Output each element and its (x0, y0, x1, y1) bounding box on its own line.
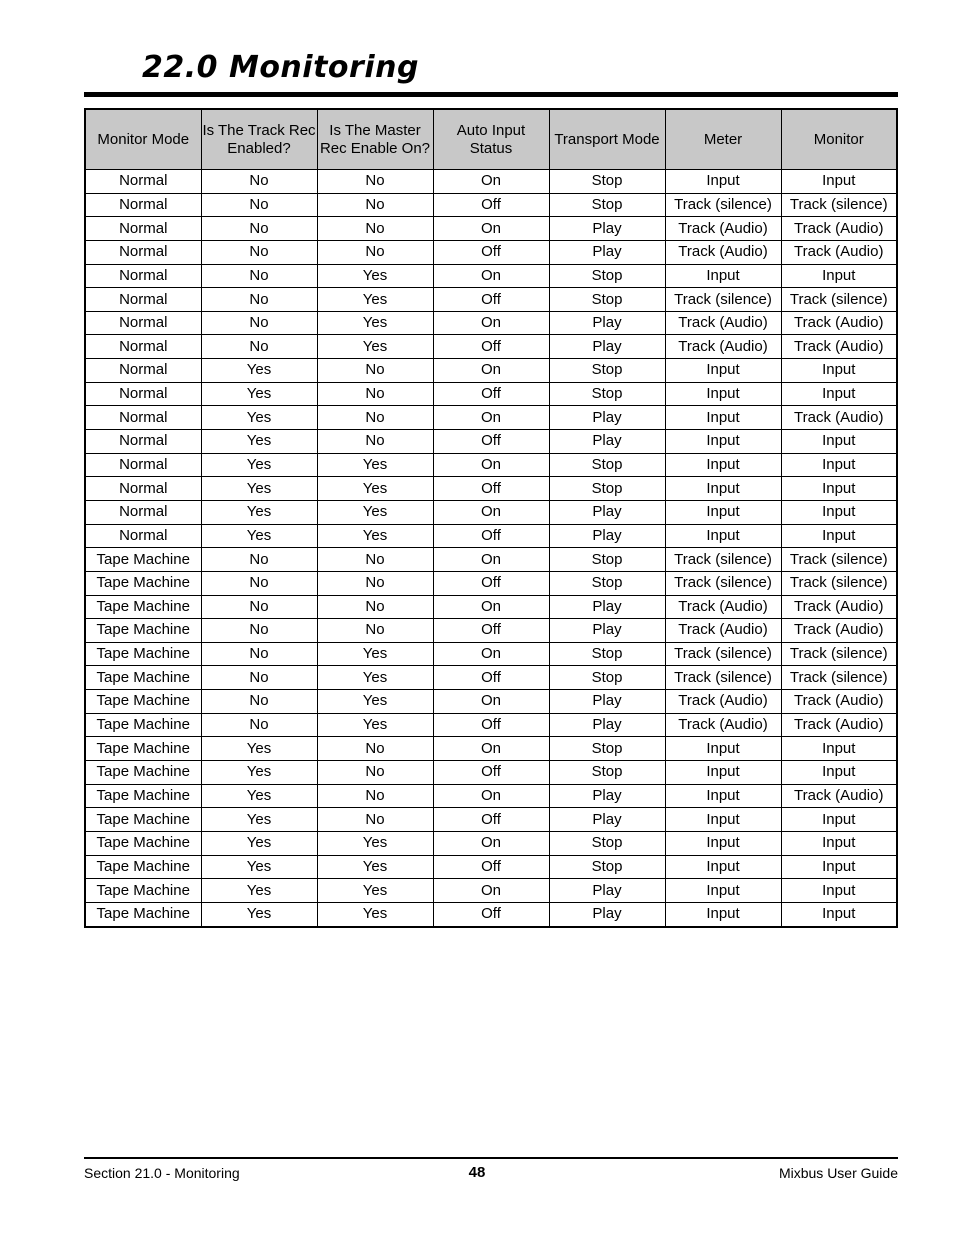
table-cell: Track (Audio) (665, 335, 781, 359)
table-cell: Normal (85, 382, 201, 406)
table-cell: Yes (201, 784, 317, 808)
table-cell: Input (781, 477, 897, 501)
table-cell: Tape Machine (85, 571, 201, 595)
table-cell: Normal (85, 406, 201, 430)
table-row (85, 359, 897, 383)
table-cell: Stop (549, 737, 665, 761)
table-cell: Off (433, 902, 549, 926)
table-cell: Off (433, 240, 549, 264)
table-cell: Yes (317, 453, 433, 477)
table-row (85, 666, 897, 690)
table-cell: No (317, 170, 433, 194)
header-auto-input-status: Auto Input Status (433, 109, 549, 170)
table-cell: Track (Audio) (781, 595, 897, 619)
table-cell: Off (433, 571, 549, 595)
table-cell: Stop (549, 761, 665, 785)
table-cell: No (201, 335, 317, 359)
table-cell: Input (781, 453, 897, 477)
table-cell: No (317, 808, 433, 832)
header-track-rec-enabled: Is The Track Rec Enabled? (201, 109, 317, 170)
table-cell: Yes (317, 690, 433, 714)
table-row (85, 855, 897, 879)
table-cell: Input (665, 737, 781, 761)
table-cell: Input (665, 879, 781, 903)
table-cell: Tape Machine (85, 855, 201, 879)
table-cell: No (317, 619, 433, 643)
table-cell: Stop (549, 382, 665, 406)
table-cell: Yes (201, 406, 317, 430)
table-cell: Yes (201, 453, 317, 477)
table-row (85, 453, 897, 477)
table-row (85, 335, 897, 359)
table-cell: Stop (549, 288, 665, 312)
table-cell: Yes (201, 737, 317, 761)
table-cell: Yes (317, 500, 433, 524)
table-cell: Tape Machine (85, 879, 201, 903)
table-cell: Yes (317, 524, 433, 548)
table-cell: Input (781, 382, 897, 406)
table-cell: Input (781, 170, 897, 194)
table-cell: Track (Audio) (781, 619, 897, 643)
table-cell: No (201, 690, 317, 714)
table-row (85, 406, 897, 430)
table-cell: Input (665, 170, 781, 194)
table-cell: Track (silence) (665, 193, 781, 217)
table-row (85, 477, 897, 501)
table-cell: Yes (317, 855, 433, 879)
table-cell: On (433, 311, 549, 335)
table-row (85, 808, 897, 832)
table-cell: Yes (317, 902, 433, 926)
table-cell: Track (Audio) (665, 713, 781, 737)
table-cell: Input (781, 808, 897, 832)
table-cell: Tape Machine (85, 666, 201, 690)
table-cell: No (201, 571, 317, 595)
table-cell: Tape Machine (85, 737, 201, 761)
table-cell: No (201, 288, 317, 312)
table-cell: No (201, 264, 317, 288)
table-cell: No (201, 217, 317, 241)
table-cell: Input (665, 808, 781, 832)
table-cell: Yes (201, 500, 317, 524)
table-cell: No (201, 595, 317, 619)
table-cell: Tape Machine (85, 902, 201, 926)
table-cell: Play (549, 335, 665, 359)
table-cell: Yes (317, 879, 433, 903)
table-cell: Yes (201, 430, 317, 454)
table-cell: No (201, 170, 317, 194)
table-cell: Track (Audio) (665, 690, 781, 714)
table-cell: Input (781, 879, 897, 903)
table-cell: Yes (317, 477, 433, 501)
table-cell: Yes (317, 831, 433, 855)
table-cell: No (317, 595, 433, 619)
table-row (85, 571, 897, 595)
table-row (85, 217, 897, 241)
page-title: 22.0 Monitoring (142, 50, 419, 85)
table-cell: No (201, 240, 317, 264)
table-cell: Play (549, 595, 665, 619)
table-cell: Track (Audio) (781, 311, 897, 335)
table-cell: Yes (317, 311, 433, 335)
table-cell: Normal (85, 217, 201, 241)
table-cell: Play (549, 217, 665, 241)
table-cell: Track (silence) (781, 193, 897, 217)
table-row (85, 193, 897, 217)
table-cell: Off (433, 666, 549, 690)
table-row (85, 690, 897, 714)
table-cell: Yes (201, 761, 317, 785)
table-cell: On (433, 264, 549, 288)
table-cell: Track (silence) (781, 288, 897, 312)
table-cell: Yes (201, 524, 317, 548)
table-cell: Yes (201, 831, 317, 855)
table-cell: Stop (549, 666, 665, 690)
table-cell: Input (665, 453, 781, 477)
table-cell: Yes (201, 855, 317, 879)
table-cell: Off (433, 761, 549, 785)
table-cell: Tape Machine (85, 595, 201, 619)
table-cell: Play (549, 808, 665, 832)
table-cell: Input (665, 359, 781, 383)
table-cell: Off (433, 335, 549, 359)
table-cell: On (433, 737, 549, 761)
table-cell: Track (silence) (665, 571, 781, 595)
table-cell: No (201, 193, 317, 217)
table-cell: Off (433, 193, 549, 217)
table-cell: Yes (317, 288, 433, 312)
table-cell: Normal (85, 524, 201, 548)
table-cell: Play (549, 524, 665, 548)
table-cell: No (317, 193, 433, 217)
table-cell: Input (665, 524, 781, 548)
table-cell: No (201, 619, 317, 643)
table-cell: Input (781, 831, 897, 855)
table-cell: Normal (85, 288, 201, 312)
table-cell: Play (549, 690, 665, 714)
table-cell: Input (665, 406, 781, 430)
table-body (85, 170, 897, 927)
table-cell: Stop (549, 193, 665, 217)
table-cell: Input (665, 382, 781, 406)
table-row (85, 311, 897, 335)
table-cell: Stop (549, 642, 665, 666)
table-cell: Off (433, 524, 549, 548)
table-cell: Play (549, 713, 665, 737)
table-cell: Yes (201, 902, 317, 926)
table-cell: Off (433, 713, 549, 737)
table-cell: Play (549, 311, 665, 335)
table-cell: No (317, 548, 433, 572)
table-cell: Track (silence) (781, 642, 897, 666)
title-divider (84, 92, 898, 97)
table-cell: On (433, 595, 549, 619)
table-cell: No (317, 571, 433, 595)
table-cell: Track (silence) (781, 571, 897, 595)
table-cell: Tape Machine (85, 831, 201, 855)
table-row (85, 500, 897, 524)
table-cell: Input (665, 264, 781, 288)
header-transport-mode: Transport Mode (549, 109, 665, 170)
table-row (85, 170, 897, 194)
table-cell: Input (665, 855, 781, 879)
table-cell: Stop (549, 571, 665, 595)
table-cell: Track (Audio) (781, 713, 897, 737)
table-cell: Off (433, 288, 549, 312)
table-cell: Play (549, 406, 665, 430)
monitoring-table (84, 108, 898, 928)
table-row (85, 784, 897, 808)
table-cell: Track (silence) (781, 666, 897, 690)
table-cell: Normal (85, 359, 201, 383)
table-cell: Yes (201, 808, 317, 832)
table-row (85, 430, 897, 454)
table-cell: No (317, 737, 433, 761)
table-cell: Input (781, 524, 897, 548)
table-cell: No (201, 311, 317, 335)
table-row (85, 902, 897, 926)
table-cell: Stop (549, 170, 665, 194)
footer-guide-title: Mixbus User Guide (778, 1165, 898, 1181)
table-cell: Play (549, 784, 665, 808)
table-cell: Input (781, 264, 897, 288)
table-cell: On (433, 453, 549, 477)
table-cell: Play (549, 500, 665, 524)
table-cell: Stop (549, 548, 665, 572)
table-cell: Stop (549, 264, 665, 288)
table-cell: Yes (317, 642, 433, 666)
table-cell: Track (Audio) (665, 240, 781, 264)
table-cell: Input (665, 831, 781, 855)
table-row (85, 382, 897, 406)
table-cell: Track (Audio) (781, 784, 897, 808)
table-header-row (85, 109, 897, 170)
table-cell: Normal (85, 430, 201, 454)
table-cell: Track (Audio) (781, 217, 897, 241)
table-cell: Tape Machine (85, 761, 201, 785)
table-cell: Tape Machine (85, 713, 201, 737)
table-cell: Track (silence) (665, 548, 781, 572)
table-cell: No (317, 761, 433, 785)
table-cell: Tape Machine (85, 548, 201, 572)
table-row (85, 737, 897, 761)
table-cell: On (433, 548, 549, 572)
table-cell: Tape Machine (85, 619, 201, 643)
table-cell: Track (Audio) (781, 335, 897, 359)
table-row (85, 761, 897, 785)
table-row (85, 642, 897, 666)
table-cell: Input (665, 784, 781, 808)
table-cell: No (317, 406, 433, 430)
table-cell: No (201, 713, 317, 737)
table-cell: Yes (317, 713, 433, 737)
table-row (85, 548, 897, 572)
table-cell: On (433, 359, 549, 383)
table-cell: Tape Machine (85, 808, 201, 832)
table-cell: Normal (85, 193, 201, 217)
table-cell: Stop (549, 359, 665, 383)
table-row (85, 831, 897, 855)
table-cell: Off (433, 808, 549, 832)
table-cell: On (433, 831, 549, 855)
table-cell: Normal (85, 240, 201, 264)
table-cell: Stop (549, 855, 665, 879)
header-monitor-mode: Monitor Mode (85, 109, 201, 170)
table-cell: Off (433, 477, 549, 501)
table-row (85, 288, 897, 312)
table-cell: Track (Audio) (665, 217, 781, 241)
table-cell: Off (433, 382, 549, 406)
table-cell: No (317, 240, 433, 264)
table-cell: Input (781, 902, 897, 926)
table-cell: Input (781, 737, 897, 761)
table-cell: Normal (85, 500, 201, 524)
table-cell: On (433, 879, 549, 903)
table-row (85, 879, 897, 903)
table-cell: Track (Audio) (665, 311, 781, 335)
table-cell: Tape Machine (85, 690, 201, 714)
table-cell: Tape Machine (85, 784, 201, 808)
table-cell: Play (549, 879, 665, 903)
table-cell: No (317, 359, 433, 383)
table-cell: No (317, 217, 433, 241)
table-cell: On (433, 217, 549, 241)
table-cell: Stop (549, 453, 665, 477)
table-cell: Yes (201, 879, 317, 903)
table-cell: Track (silence) (665, 642, 781, 666)
table-cell: Yes (317, 666, 433, 690)
table-cell: Off (433, 619, 549, 643)
table-cell: Input (781, 855, 897, 879)
table-cell: On (433, 690, 549, 714)
table-cell: Normal (85, 170, 201, 194)
table-row (85, 619, 897, 643)
table-cell: Input (781, 430, 897, 454)
table-cell: Tape Machine (85, 642, 201, 666)
table-cell: Input (665, 430, 781, 454)
footer-section-label: Section 21.0 - Monitoring (84, 1165, 240, 1181)
table-cell: Yes (317, 264, 433, 288)
table-row (85, 240, 897, 264)
table-cell: Normal (85, 335, 201, 359)
table-cell: Yes (201, 382, 317, 406)
table-cell: Yes (317, 335, 433, 359)
table-row (85, 713, 897, 737)
table-row (85, 524, 897, 548)
table-cell: Track (Audio) (665, 619, 781, 643)
table-row (85, 595, 897, 619)
table-cell: Normal (85, 311, 201, 335)
table-cell: Input (781, 359, 897, 383)
table-cell: No (317, 784, 433, 808)
table-cell: No (201, 548, 317, 572)
table-cell: No (317, 382, 433, 406)
header-meter: Meter (665, 109, 781, 170)
table-cell: Play (549, 619, 665, 643)
page-number: 48 (468, 1164, 486, 1181)
table-cell: Normal (85, 264, 201, 288)
table-cell: On (433, 642, 549, 666)
table-cell: Play (549, 240, 665, 264)
table-cell: Off (433, 855, 549, 879)
table-cell: Track (Audio) (781, 690, 897, 714)
header-master-rec-enable: Is The Master Rec Enable On? (317, 109, 433, 170)
table-cell: Normal (85, 477, 201, 501)
table-row (85, 264, 897, 288)
table-cell: Play (549, 902, 665, 926)
table-cell: No (317, 430, 433, 454)
table-cell: Input (665, 477, 781, 501)
table-cell: No (201, 642, 317, 666)
table-cell: Track (Audio) (665, 595, 781, 619)
table-cell: Input (781, 761, 897, 785)
table-cell: On (433, 406, 549, 430)
table-cell: Stop (549, 477, 665, 501)
footer-divider (84, 1157, 898, 1159)
table-cell: Stop (549, 831, 665, 855)
table-cell: Input (781, 500, 897, 524)
table-cell: Track (silence) (781, 548, 897, 572)
table-cell: Track (silence) (665, 288, 781, 312)
table-cell: Track (Audio) (781, 406, 897, 430)
table-cell: Input (665, 902, 781, 926)
header-monitor: Monitor (781, 109, 897, 170)
table-cell: Track (Audio) (781, 240, 897, 264)
table-cell: No (201, 666, 317, 690)
table-cell: Input (665, 761, 781, 785)
table-cell: Off (433, 430, 549, 454)
table-cell: On (433, 170, 549, 194)
table-cell: Input (665, 500, 781, 524)
table-cell: On (433, 784, 549, 808)
table-cell: Track (silence) (665, 666, 781, 690)
table-cell: Yes (201, 477, 317, 501)
table-cell: On (433, 500, 549, 524)
table-cell: Yes (201, 359, 317, 383)
table-cell: Play (549, 430, 665, 454)
table-cell: Normal (85, 453, 201, 477)
